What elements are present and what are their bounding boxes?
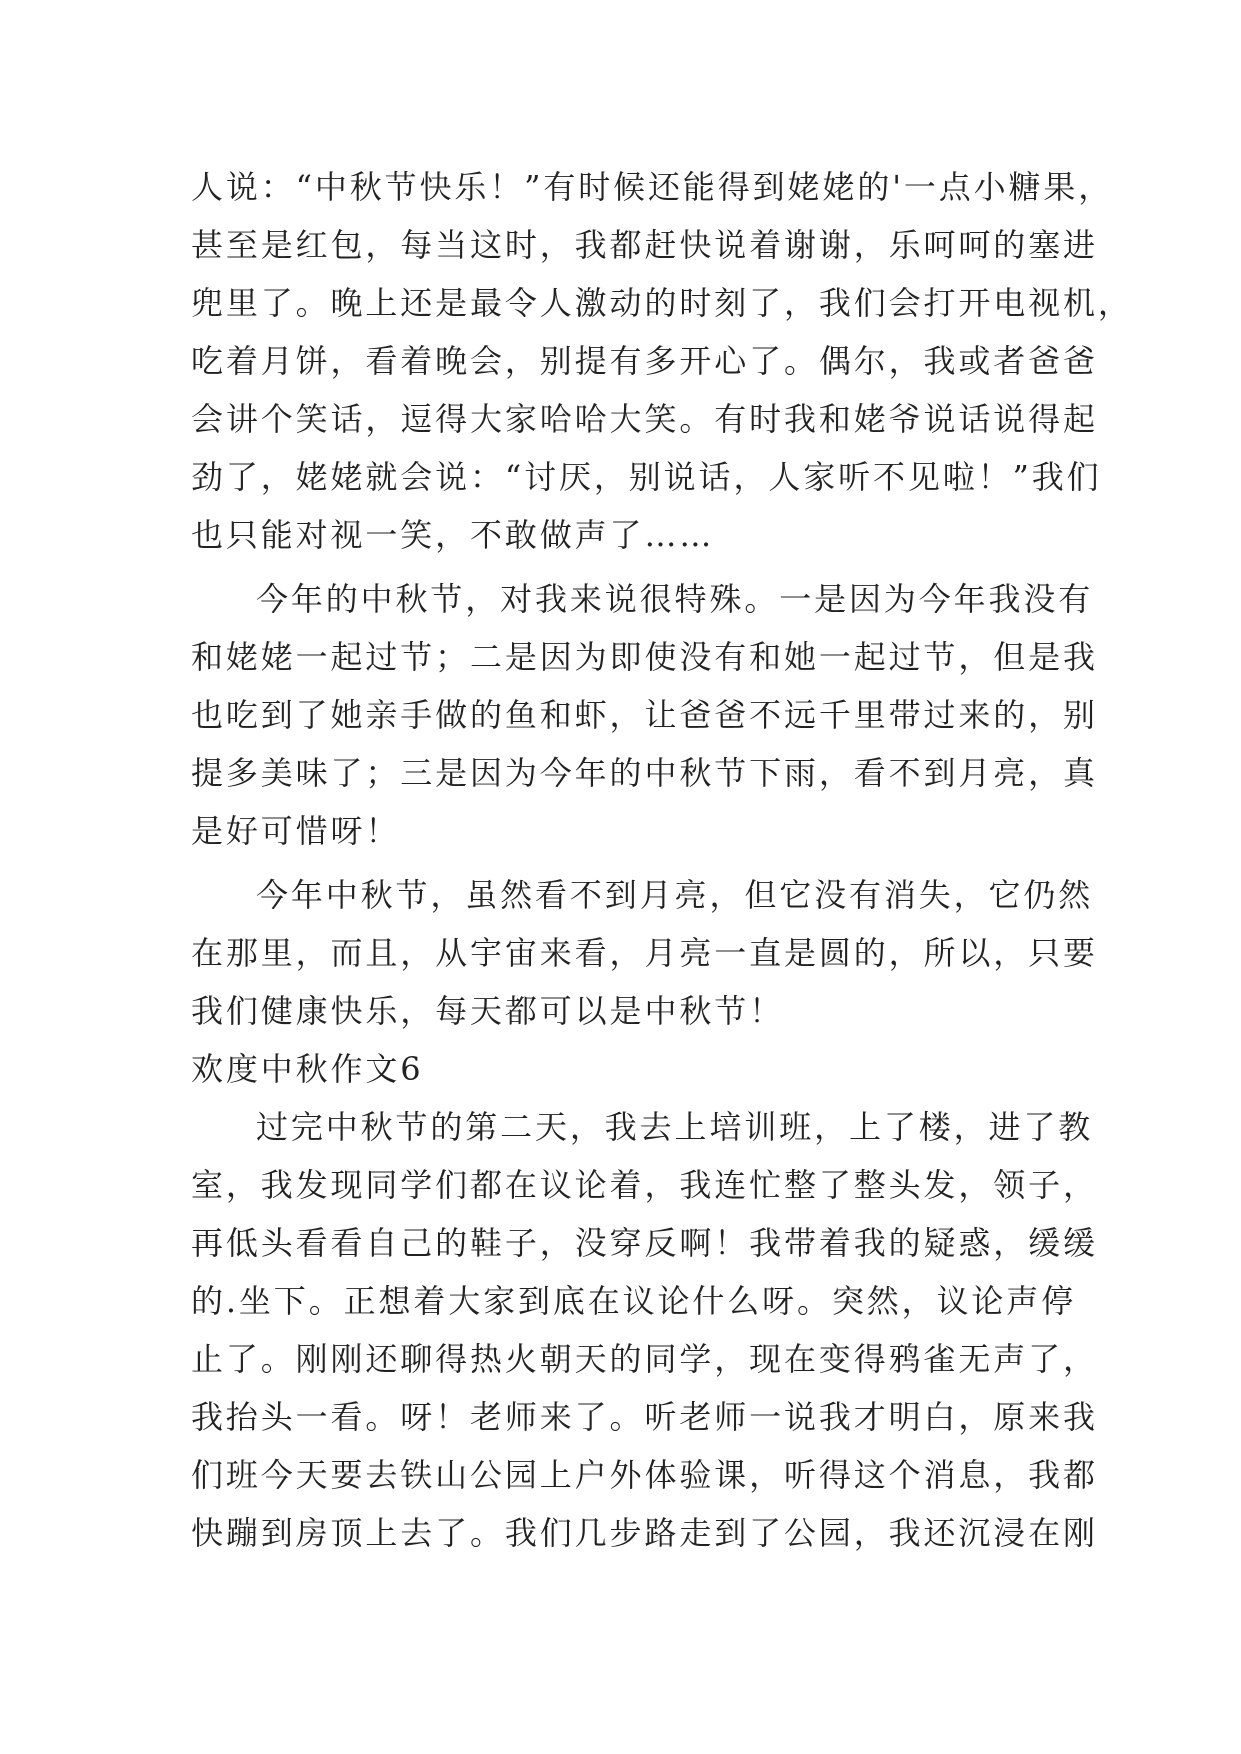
text-line: 止了。刚刚还聊得热火朝天的同学，现在变得鸦雀无声了， [191,1340,1098,1378]
text-line: 们班今天要去铁山公园上户外体验课，听得这个消息，我都 [191,1456,1098,1494]
text-line: 提多美味了；三是因为今年的中秋节下雨，看不到月亮，真 [191,754,1098,792]
text-line: 会讲个笑话，逗得大家哈哈大笑。有时我和姥爷说话说得起 [191,400,1098,438]
text-line: 是好可惜呀！ [191,812,401,850]
text-line: 室，我发现同学们都在议论着，我连忙整了整头发，领子， [191,1166,1098,1204]
text-line: 人说：“中秋节快乐！”有时候还能得到姥姥的'一点小糖果， [191,168,1114,206]
text-line: 快蹦到房顶上去了。我们几步路走到了公园，我还沉浸在刚 [191,1514,1098,1552]
text-line: 吃着月饼，看着晚会，别提有多开心了。偶尔，我或者爸爸 [191,342,1098,380]
text-line: 兜里了。晚上还是最令人激动的时刻了，我们会打开电视机， [191,284,1133,322]
text-line: 也吃到了她亲手做的鱼和虾，让爸爸不远千里带过来的，别 [191,696,1098,734]
paragraph [191,1098,1098,1562]
text-line: 甚至是红包，每当这时，我都赶快说着谢谢，乐呵呵的塞进 [191,226,1098,264]
text-line: 和姥姥一起过节；二是因为即使没有和她一起过节，但是我 [191,638,1098,676]
text-line: 再低头看看自己的鞋子，没穿反啊！我带着我的疑惑，缓缓 [191,1224,1098,1262]
text-line: 今年中秋节，虽然看不到月亮，但它没有消失，它仍然 [256,876,1094,914]
document-body [191,158,1133,1562]
text-line: 过完中秋节的第二天，我去上培训班，上了楼，进了教 [256,1108,1094,1146]
text-line: 在那里，而且，从宇宙来看，月亮一直是圆的，所以，只要 [191,934,1098,972]
heading-line: 欢度中秋作文6 [191,1050,424,1088]
section-heading [191,1040,1053,1098]
text-line: 劲了，姥姥就会说：“讨厌，别说话，人家听不见啦！”我们 [191,458,1102,496]
text-line: 今年的中秋节，对我来说很特殊。一是因为今年我没有 [256,580,1094,618]
text-line: 我们健康快乐，每天都可以是中秋节！ [191,992,784,1030]
text-line: 我抬头一看。呀！老师来了。听老师一说我才明白，原来我 [191,1398,1098,1436]
text-line: 的.坐下。正想着大家到底在议论什么呀。突然，议论声停 [191,1282,1077,1320]
text-line: 也只能对视一笑，不敢做声了…… [191,516,715,554]
paragraph [191,570,1098,860]
paragraph [191,158,1133,564]
paragraph [191,866,1098,1040]
